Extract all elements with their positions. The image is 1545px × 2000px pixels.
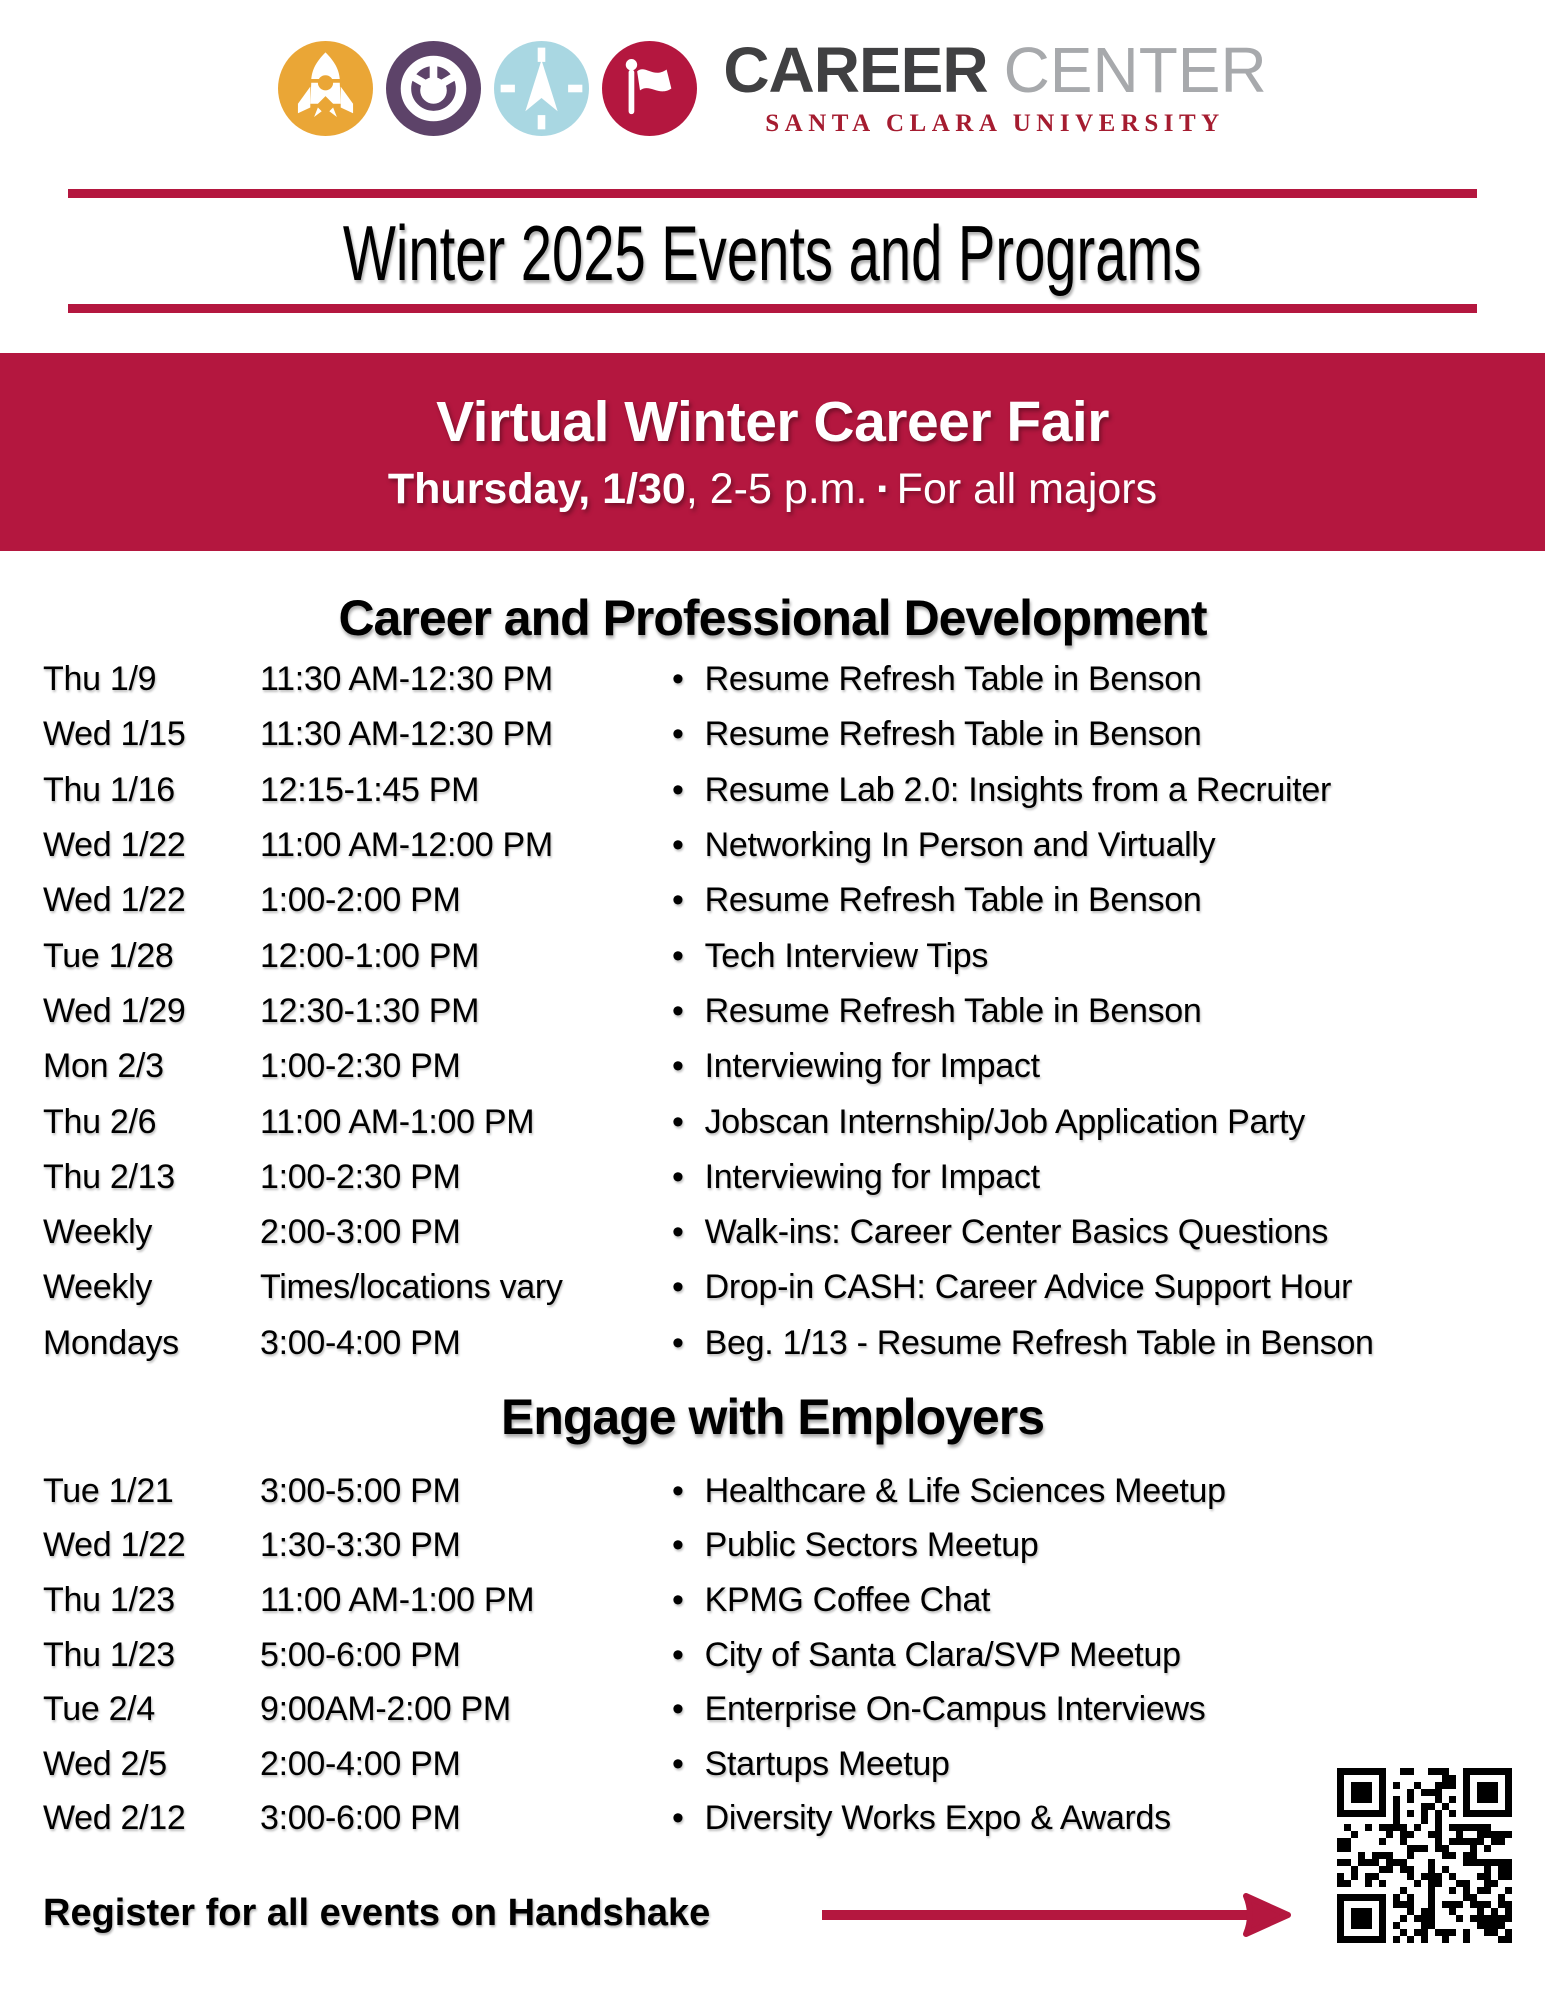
event-date: Wed 1/15 xyxy=(43,715,186,754)
event-title: • Resume Refresh Table in Benson xyxy=(672,881,1515,920)
event-title: • Startups Meetup xyxy=(672,1745,1515,1784)
divider-bottom xyxy=(68,304,1477,313)
event-date: Thu 1/23 xyxy=(43,1580,175,1619)
event-time: 12:15-1:45 PM xyxy=(260,770,480,809)
event-time: 5:00-6:00 PM xyxy=(260,1635,461,1674)
event-title: • Public Sectors Meetup xyxy=(672,1526,1515,1565)
schedule-row xyxy=(43,1573,1515,1628)
event-date: Tue 1/28 xyxy=(43,936,174,975)
arrow-right-icon xyxy=(822,1893,1292,1937)
career-fair-banner xyxy=(0,353,1545,551)
event-title: • Jobscan Internship/Job Application Party xyxy=(672,1103,1515,1142)
event-time: 12:00-1:00 PM xyxy=(260,936,480,975)
schedule-row xyxy=(43,1737,1515,1792)
university-name: SANTA CLARA UNIVERSITY xyxy=(765,110,1225,137)
schedule-row xyxy=(43,1094,1515,1149)
event-title: • Resume Refresh Table in Benson xyxy=(672,715,1515,754)
event-title: • KPMG Coffee Chat xyxy=(672,1581,1515,1620)
event-title: • Resume Refresh Table in Benson xyxy=(672,660,1515,699)
event-date: Wed 1/22 xyxy=(43,1526,186,1565)
event-date: Wed 2/12 xyxy=(43,1799,186,1838)
schedule-row xyxy=(43,707,1515,762)
flag-icon xyxy=(602,41,697,136)
event-time: 11:30 AM-12:30 PM xyxy=(260,660,553,699)
event-time: 9:00AM-2:00 PM xyxy=(260,1690,511,1729)
schedule-row xyxy=(43,1205,1515,1260)
event-time: 1:30-3:30 PM xyxy=(260,1526,461,1565)
event-time: 3:00-6:00 PM xyxy=(260,1799,461,1838)
career-center-logo xyxy=(0,34,1545,138)
event-time: 1:00-2:30 PM xyxy=(260,1157,461,1196)
qr-code xyxy=(1337,1768,1512,1943)
banner-subtitle xyxy=(388,462,1157,515)
banner-audience: For all majors xyxy=(896,464,1158,513)
event-title: • Resume Refresh Table in Benson xyxy=(672,992,1515,1031)
page-title: Winter 2025 Events and Programs xyxy=(343,209,1202,297)
event-date: Mondays xyxy=(43,1323,179,1362)
schedule-row xyxy=(43,1464,1515,1519)
event-title: • Interviewing for Impact xyxy=(672,1047,1515,1086)
schedule-row xyxy=(43,1519,1515,1574)
schedule-row xyxy=(43,763,1515,818)
square-bullet-icon: ▪ xyxy=(877,472,887,503)
rocket-icon xyxy=(278,41,373,136)
event-time: 3:00-5:00 PM xyxy=(260,1471,461,1510)
event-time: Times/locations vary xyxy=(260,1268,563,1307)
event-time: 11:00 AM-1:00 PM xyxy=(260,1102,535,1141)
event-title: • Drop-in CASH: Career Advice Support Hour xyxy=(672,1268,1515,1307)
wordmark xyxy=(723,34,1267,138)
event-time: 2:00-3:00 PM xyxy=(260,1213,461,1252)
banner-time: , 2-5 p.m. xyxy=(685,464,868,513)
schedule-row xyxy=(43,652,1515,707)
event-date: Wed 1/29 xyxy=(43,991,186,1030)
schedule-row xyxy=(43,1260,1515,1315)
event-title: • Healthcare & Life Sciences Meetup xyxy=(672,1472,1515,1511)
divider-top xyxy=(68,189,1477,198)
banner-date: Thursday, 1/30 xyxy=(387,464,686,513)
banner-title: Virtual Winter Career Fair xyxy=(436,389,1109,454)
event-date: Thu 2/13 xyxy=(43,1157,175,1196)
event-date: Weekly xyxy=(43,1268,153,1307)
event-title: • Interviewing for Impact xyxy=(672,1158,1515,1197)
event-time: 11:30 AM-12:30 PM xyxy=(260,715,553,754)
register-note: Register for all events on Handshake xyxy=(43,1892,711,1934)
event-date: Tue 2/4 xyxy=(43,1690,155,1729)
event-date: Mon 2/3 xyxy=(43,1047,164,1086)
schedule-row xyxy=(43,1628,1515,1683)
event-date: Thu 1/16 xyxy=(43,770,175,809)
event-title: • Diversity Works Expo & Awards xyxy=(672,1799,1515,1838)
event-time: 1:00-2:00 PM xyxy=(260,881,461,920)
schedule-row xyxy=(43,1150,1515,1205)
event-time: 11:00 AM-12:00 PM xyxy=(260,826,553,865)
event-title: • Enterprise On-Campus Interviews xyxy=(672,1690,1515,1729)
event-date: Wed 1/22 xyxy=(43,881,186,920)
event-date: Thu 1/23 xyxy=(43,1635,175,1674)
event-title: • City of Santa Clara/SVP Meetup xyxy=(672,1636,1515,1675)
event-title: • Networking In Person and Virtually xyxy=(672,826,1515,865)
event-title: • Tech Interview Tips xyxy=(672,937,1515,976)
event-time: 1:00-2:30 PM xyxy=(260,1047,461,1086)
wordmark-career: CAREER xyxy=(723,34,988,106)
schedule-row xyxy=(43,1792,1515,1847)
compass-icon xyxy=(494,41,589,136)
event-time: 11:00 AM-1:00 PM xyxy=(260,1580,535,1619)
event-title: • Beg. 1/13 - Resume Refresh Table in Benson xyxy=(672,1324,1515,1363)
schedule-row xyxy=(43,928,1515,983)
event-title: • Resume Lab 2.0: Insights from a Recruiter xyxy=(672,771,1515,810)
schedule-list-employers xyxy=(43,1464,1515,1846)
event-time: 2:00-4:00 PM xyxy=(260,1744,461,1783)
event-title: • Walk-ins: Career Center Basics Questions xyxy=(672,1213,1515,1252)
event-time: 3:00-4:00 PM xyxy=(260,1323,461,1362)
section-heading-employers: Engage with Employers xyxy=(500,1389,1044,1445)
event-date: Wed 1/22 xyxy=(43,826,186,865)
event-date: Wed 2/5 xyxy=(43,1744,167,1783)
schedule-row xyxy=(43,818,1515,873)
section-heading-career-dev: Career and Professional Development xyxy=(338,590,1207,646)
wordmark-center: CENTER xyxy=(1003,34,1267,106)
schedule-row xyxy=(43,873,1515,928)
schedule-row xyxy=(43,984,1515,1039)
event-date: Tue 1/21 xyxy=(43,1471,174,1510)
logo-icon-cluster xyxy=(278,41,697,136)
event-time: 12:30-1:30 PM xyxy=(260,991,480,1030)
schedule-row xyxy=(43,1039,1515,1094)
schedule-list-career-dev xyxy=(43,652,1515,1371)
event-date: Thu 2/6 xyxy=(43,1102,157,1141)
schedule-row xyxy=(43,1316,1515,1371)
event-date: Thu 1/9 xyxy=(43,660,157,699)
event-date: Weekly xyxy=(43,1213,153,1252)
schedule-row xyxy=(43,1682,1515,1737)
ship-wheel-icon xyxy=(386,41,481,136)
